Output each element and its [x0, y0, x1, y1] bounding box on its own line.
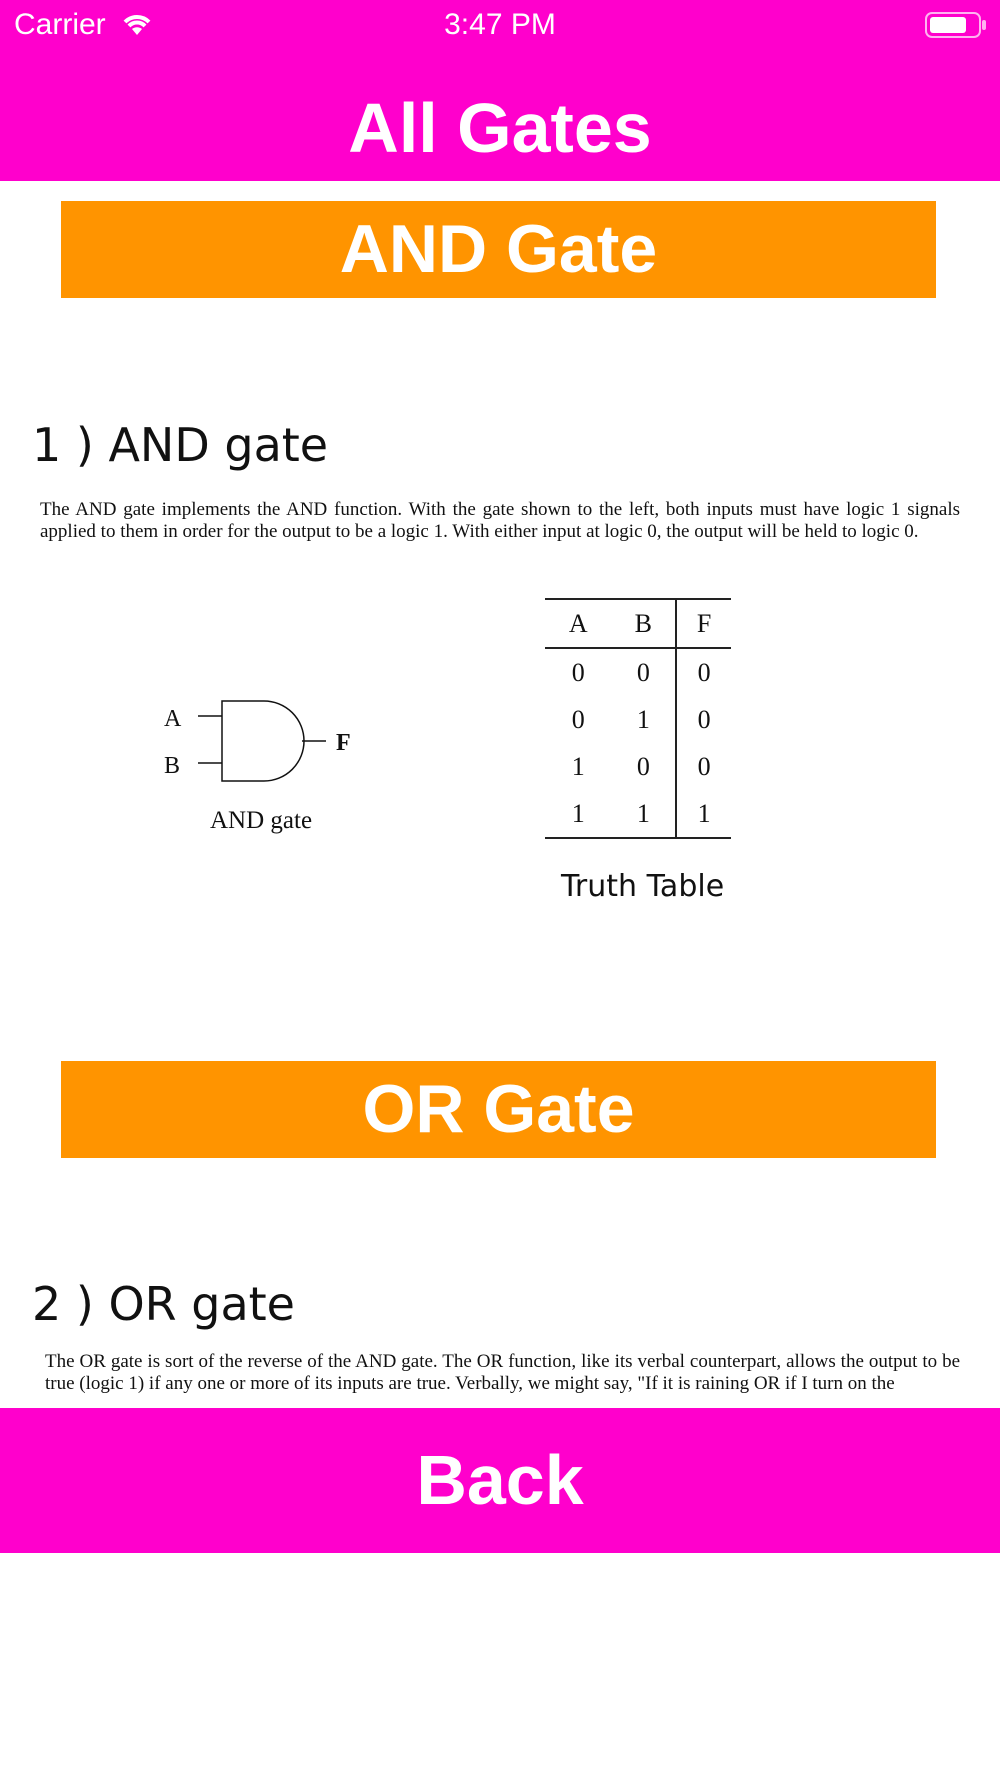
cell: 0 — [676, 696, 731, 743]
cell: 1 — [571, 798, 585, 828]
or-gate-heading: 2 ) OR gate — [32, 1277, 295, 1331]
table-row — [545, 599, 731, 648]
and-gate-description: The AND gate implements the AND function. With the gate shown to the left, both inputs must have logic 1 signals applied to them in order for the output to be a logic 1. With either input at logic 0, the output will be held to logic 0. — [40, 499, 960, 542]
carrier-label: Carrier — [14, 8, 106, 41]
column-header-a: A — [545, 599, 611, 648]
or-gate-header: OR Gate — [61, 1061, 936, 1158]
table-row — [545, 696, 731, 743]
gates-scroll-view[interactable] — [0, 181, 1000, 1408]
battery-icon — [925, 12, 987, 38]
and-gate-caption: AND gate — [210, 807, 313, 834]
column-header-f: F — [676, 599, 731, 648]
cell: 0 — [636, 657, 650, 687]
cell: 1 — [636, 798, 650, 828]
input-b-label: B — [164, 753, 181, 779]
back-button[interactable]: Back — [0, 1408, 1000, 1553]
cell: 0 — [571, 704, 585, 734]
output-f-label: F — [336, 730, 351, 756]
and-gate-heading: 1 ) AND gate — [32, 418, 329, 472]
column-header-b: B — [611, 599, 676, 648]
input-a-label: A — [164, 706, 182, 732]
clock: 3:47 PM — [444, 8, 556, 41]
cell: 1 — [676, 790, 731, 838]
cell: 0 — [571, 657, 585, 687]
cell: 0 — [636, 751, 650, 781]
table-row — [545, 743, 731, 790]
and-truth-table — [545, 598, 731, 839]
navigation-bar — [0, 50, 1000, 181]
or-gate-description: The OR gate is sort of the reverse of the AND gate. The OR function, like its verbal counterpart, allows the output to be true (logic 1) if any one or more of its inputs are true. Verbally, we might say, "If it is raining OR if I turn on the — [45, 1351, 960, 1394]
cell: 1 — [571, 751, 585, 781]
status-bar — [0, 0, 1000, 50]
table-row — [545, 790, 731, 838]
page-title: All Gates — [348, 89, 652, 167]
cell: 0 — [676, 743, 731, 790]
cell: 1 — [636, 704, 650, 734]
cell: 0 — [676, 648, 731, 696]
and-gate-header: AND Gate — [61, 201, 936, 298]
truth-table-caption: Truth Table — [561, 869, 725, 904]
table-row — [545, 648, 731, 696]
